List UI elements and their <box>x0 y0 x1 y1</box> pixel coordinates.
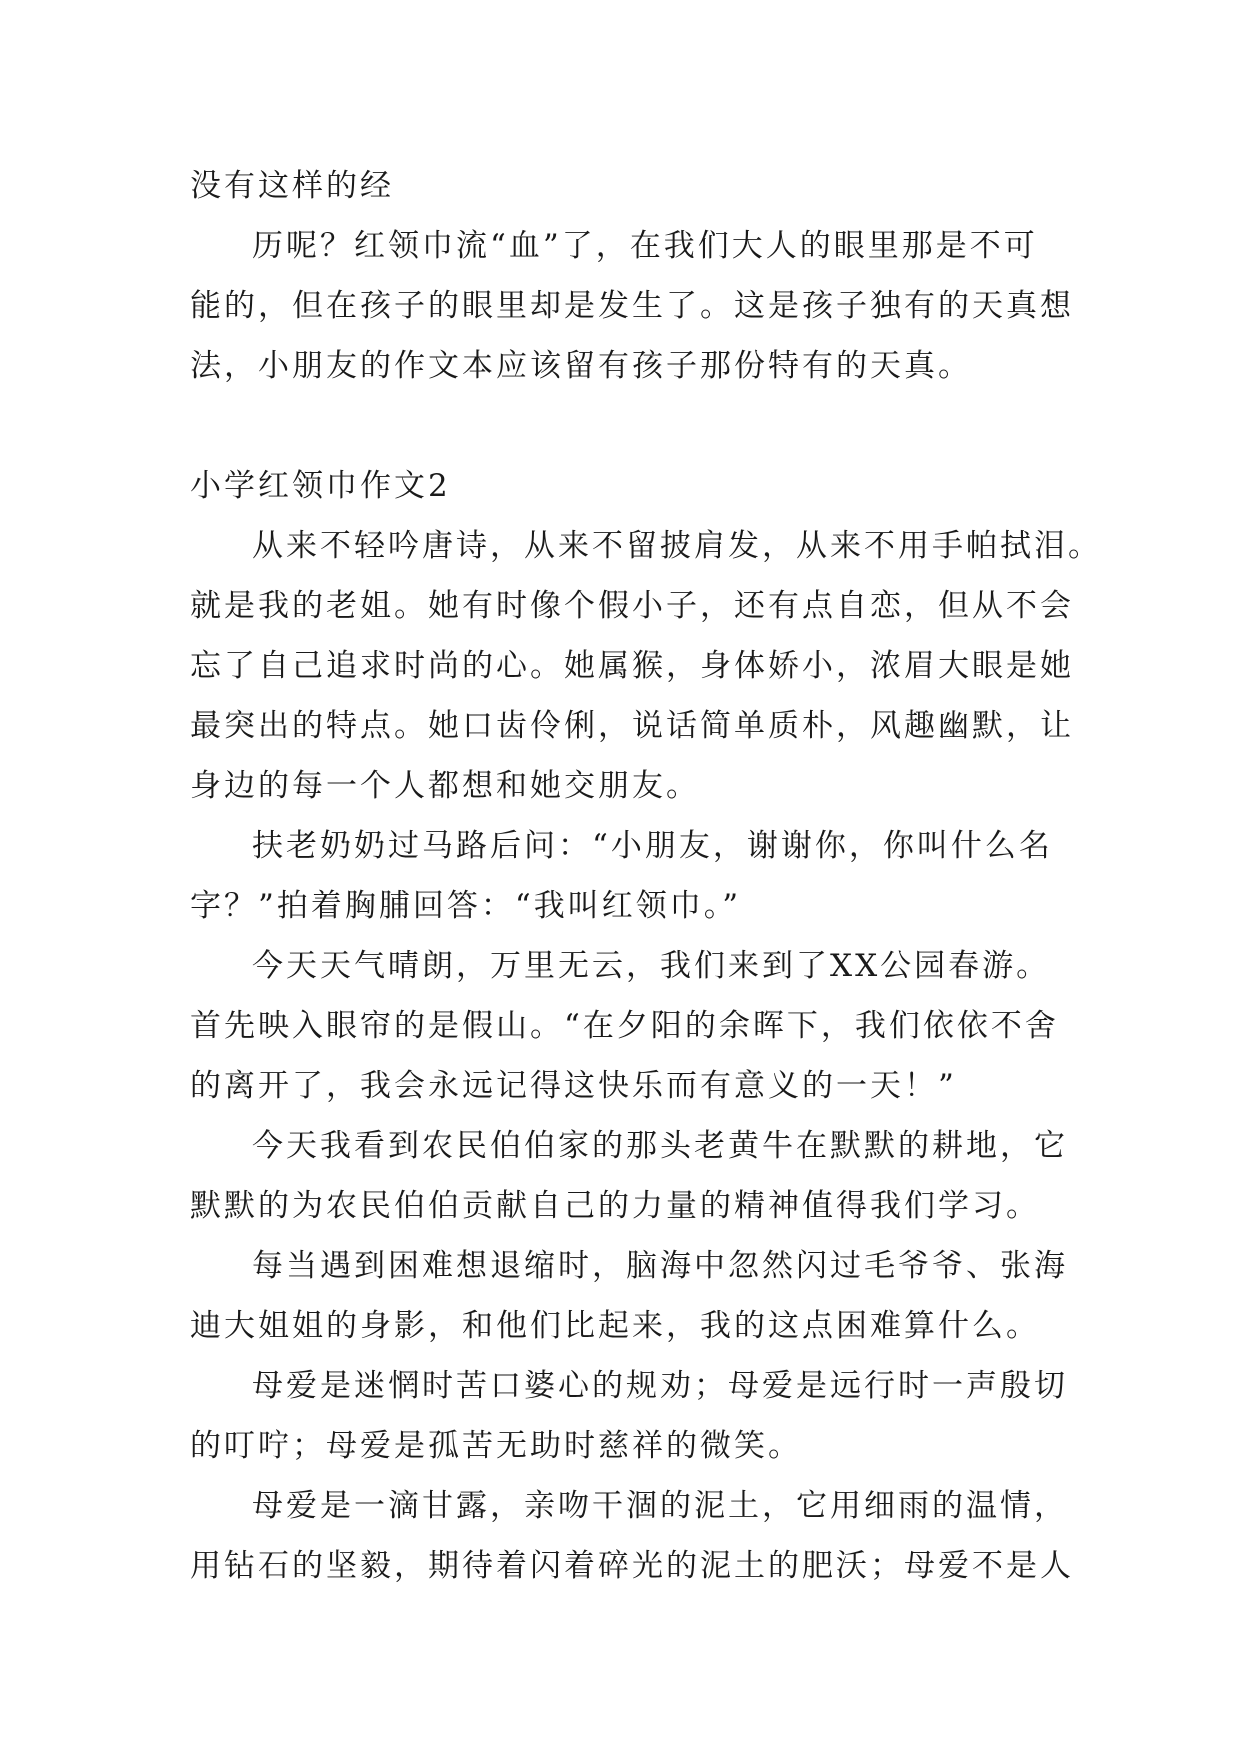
text-line: 迪大姐姐的身影，和他们比起来，我的这点困难算什么。 <box>190 1308 1040 1344</box>
paragraph-start-line: 每当遇到困难想退缩时，脑海中忽然闪过毛爷爷、张海 <box>252 1248 1068 1284</box>
paragraph-start-line: 从来不轻吟唐诗，从来不留披肩发，从来不用手帕拭泪。 <box>252 528 1102 564</box>
paragraph-start-line: 今天天气晴朗，万里无云，我们来到了XX公园春游。 <box>252 948 1051 984</box>
text-line: 没有这样的经 <box>190 168 394 204</box>
paragraph-start-line: 母爱是迷惘时苦口婆心的规劝；母爱是远行时一声殷切 <box>252 1368 1068 1404</box>
text-line: 身边的每一个人都想和她交朋友。 <box>190 768 700 804</box>
text-line: 用钻石的坚毅，期待着闪着碎光的泥土的肥沃；母爱不是人 <box>190 1548 1074 1584</box>
paragraph-start-line: 扶老奶奶过马路后问：“小朋友，谢谢你，你叫什么名 <box>252 828 1053 864</box>
text-line: 能的，但在孩子的眼里却是发生了。这是孩子独有的天真想 <box>190 288 1074 324</box>
text-line: 的叮咛；母爱是孤苦无助时慈祥的微笑。 <box>190 1428 802 1464</box>
text-line: 首先映入眼帘的是假山。“在夕阳的余晖下，我们依依不舍 <box>190 1008 1059 1044</box>
paragraph-start-line: 历呢？红领巾流“血”了，在我们大人的眼里那是不可 <box>252 228 1038 264</box>
text-line: 忘了自己追求时尚的心。她属猴，身体娇小，浓眉大眼是她 <box>190 648 1074 684</box>
text-line: 默默的为农民伯伯贡献自己的力量的精神值得我们学习。 <box>190 1188 1040 1224</box>
text-line: 的离开了，我会永远记得这快乐而有意义的一天！” <box>190 1068 957 1104</box>
text-line: 最突出的特点。她口齿伶俐，说话简单质朴，风趣幽默，让 <box>190 708 1074 744</box>
text-line: 就是我的老姐。她有时像个假小子，还有点自恋，但从不会 <box>190 588 1074 624</box>
paragraph-start-line: 母爱是一滴甘露，亲吻干涸的泥土，它用细雨的温情， <box>252 1488 1068 1524</box>
section-heading: 小学红领巾作文2 <box>190 468 451 504</box>
text-line: 法，小朋友的作文本应该留有孩子那份特有的天真。 <box>190 348 972 384</box>
text-line: 字？”拍着胸脯回答：“我叫红领巾。” <box>190 888 742 924</box>
paragraph-start-line: 今天我看到农民伯伯家的那头老黄牛在默默的耕地，它 <box>252 1128 1068 1164</box>
